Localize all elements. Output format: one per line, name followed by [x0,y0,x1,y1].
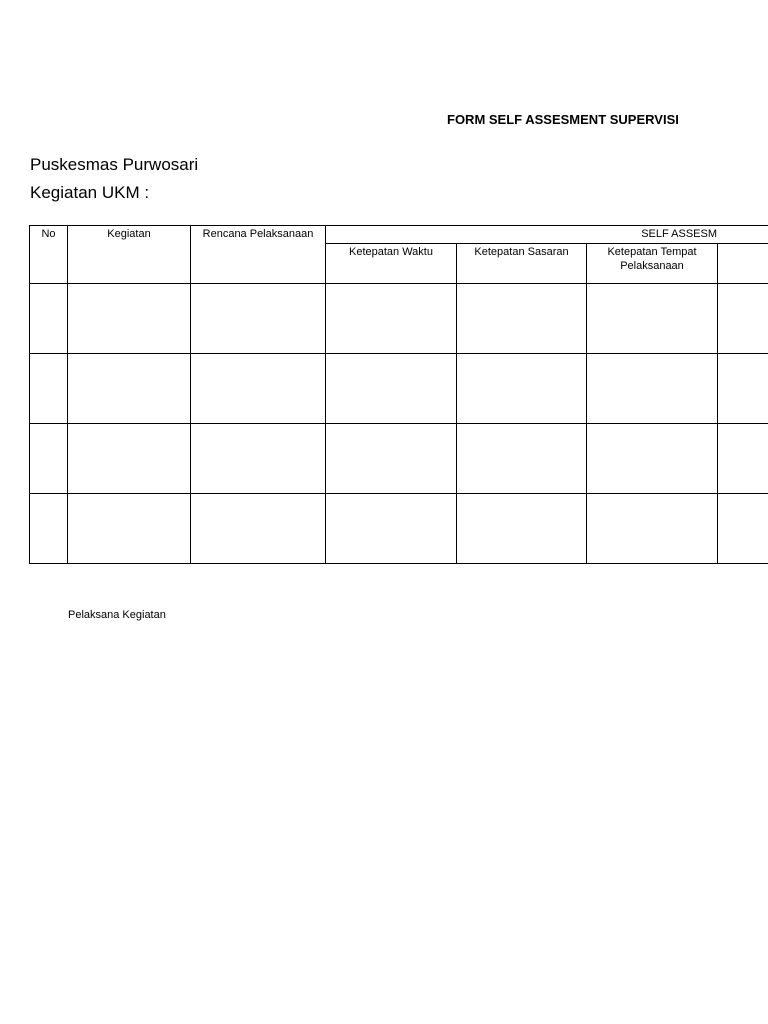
header-ketepatan-sasaran: Ketepatan Sasaran [457,244,587,284]
cell-kegiatan[interactable] [68,424,191,494]
cell-tempat[interactable] [587,354,718,424]
header-self-assessment [326,226,768,244]
cell-waktu[interactable] [326,494,457,564]
cell-sasaran[interactable] [457,284,587,354]
form-title: FORM SELF ASSESMENT SUPERVISI [447,112,679,127]
cell-tempat[interactable] [587,424,718,494]
cell-waktu[interactable] [326,284,457,354]
cell-rencana[interactable] [191,354,326,424]
header-extra-column [718,244,768,284]
activity-line: Kegiatan UKM : [30,183,150,202]
signature-label: Pelaksana Kegiatan [68,609,166,621]
table-row [30,494,768,564]
header-rencana: Rencana Pelaksanaan [191,226,326,284]
table-row [30,284,768,354]
cell-extra[interactable] [718,354,768,424]
assessment-table-container [29,225,768,570]
cell-extra[interactable] [718,284,768,354]
cell-waktu[interactable] [326,354,457,424]
header-ketepatan-tempat: Ketepatan Tempat Pelaksanaan [587,244,718,284]
table-row [30,354,768,424]
header-kegiatan: Kegiatan [68,226,191,284]
cell-sasaran[interactable] [457,354,587,424]
header-row-1 [30,226,768,244]
assessment-table [29,225,768,564]
cell-rencana[interactable] [191,494,326,564]
cell-kegiatan[interactable] [68,284,191,354]
cell-no[interactable] [30,354,68,424]
cell-sasaran[interactable] [457,424,587,494]
cell-kegiatan[interactable] [68,494,191,564]
cell-extra[interactable] [718,494,768,564]
header-no: No [30,226,68,284]
cell-tempat[interactable] [587,494,718,564]
cell-extra[interactable] [718,424,768,494]
cell-rencana[interactable] [191,424,326,494]
cell-kegiatan[interactable] [68,354,191,424]
organization-name: Puskesmas Purwosari [30,155,199,174]
table-row [30,424,768,494]
cell-tempat[interactable] [587,284,718,354]
cell-no[interactable] [30,424,68,494]
cell-no[interactable] [30,494,68,564]
cell-no[interactable] [30,284,68,354]
cell-sasaran[interactable] [457,494,587,564]
cell-rencana[interactable] [191,284,326,354]
self-assessment-label: SELF ASSESM [641,228,717,240]
cell-waktu[interactable] [326,424,457,494]
header-ketepatan-waktu: Ketepatan Waktu [326,244,457,284]
